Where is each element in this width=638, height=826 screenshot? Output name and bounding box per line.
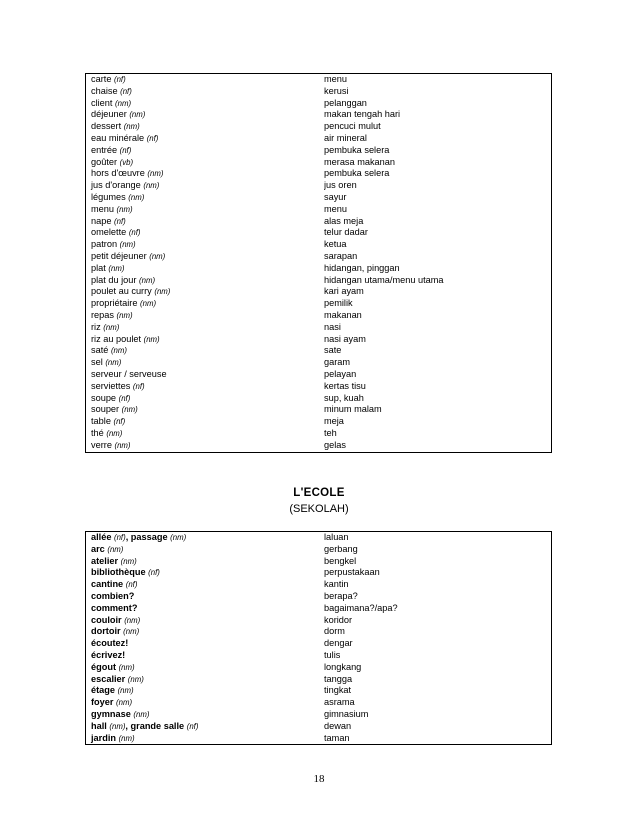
- table-row: [86, 145, 551, 157]
- french-term: [86, 168, 324, 180]
- french-word: hors d'œuvre: [91, 168, 145, 179]
- french-word: dortoir: [91, 626, 121, 637]
- table-row: [86, 674, 551, 686]
- malay-translation: gerbang: [324, 543, 358, 554]
- french-term: [86, 86, 324, 98]
- section-subtitle: (SEKOLAH): [289, 503, 349, 515]
- table-row: [86, 98, 551, 110]
- table-row: [86, 74, 551, 86]
- table-row: [86, 109, 551, 121]
- french-term: [86, 615, 324, 627]
- table-row: [86, 381, 551, 393]
- malay-translation: ketua: [324, 239, 347, 250]
- gender-tag: (nm): [149, 251, 166, 261]
- vocabulary-table-school: [85, 531, 552, 745]
- table-row: [86, 239, 551, 251]
- french-word: écrivez!: [91, 649, 126, 660]
- malay-translation: makanan: [324, 309, 362, 320]
- french-term: [86, 591, 324, 603]
- gender-tag: (nm): [154, 287, 171, 297]
- malay-translation: sup, kuah: [324, 392, 364, 403]
- french-word: eau minérale: [91, 132, 145, 143]
- malay-translation: perpustakaan: [324, 567, 380, 578]
- malay-translation: nasi ayam: [324, 333, 366, 344]
- gender-tag: (nm): [123, 122, 140, 132]
- malay-translation: menu: [324, 74, 347, 84]
- malay-translation: laluan: [324, 532, 349, 542]
- gender-tag: (nm): [124, 615, 141, 625]
- gender-tag: (nm): [120, 556, 137, 566]
- french-term: [86, 216, 324, 228]
- french-word: carte: [91, 74, 112, 84]
- malay-translation: sayur: [324, 191, 347, 202]
- malay-translation: kari ayam: [324, 286, 364, 297]
- french-word: étage: [91, 685, 116, 696]
- table-row: [86, 310, 551, 322]
- gender-tag: (nm): [117, 686, 134, 696]
- malay-translation: kantin: [324, 579, 349, 590]
- french-term: [86, 204, 324, 216]
- malay-translation: pencuci mulut: [324, 121, 381, 132]
- french-term: [86, 638, 324, 650]
- french-word: omelette: [91, 227, 127, 238]
- malay-translation: longkang: [324, 661, 362, 672]
- french-term: [86, 626, 324, 638]
- table-row: [86, 216, 551, 228]
- gender-tag: (nm): [116, 204, 133, 214]
- table-row: [86, 157, 551, 169]
- malay-translation: alas meja: [324, 215, 364, 226]
- gender-tag-alt: (nf): [186, 721, 199, 731]
- gender-tag: (nf): [148, 568, 160, 578]
- french-word: patron: [91, 239, 118, 250]
- gender-tag: (nm): [123, 627, 140, 637]
- french-word: verre: [91, 439, 112, 450]
- table-row: [86, 532, 551, 544]
- gender-tag: (nm): [143, 181, 160, 191]
- malay-translation: hidangan, pinggan: [324, 262, 400, 273]
- malay-translation: pelayan: [324, 368, 357, 379]
- french-term: [86, 263, 324, 275]
- table-row: [86, 662, 551, 674]
- table-row: [86, 286, 551, 298]
- table-row: [86, 733, 551, 745]
- french-word: hall: [91, 720, 107, 731]
- vocabulary-table-restaurant: [85, 73, 552, 453]
- gender-tag: (nm): [114, 440, 131, 450]
- malay-translation: pemilik: [324, 298, 353, 309]
- gender-tag: (nm): [118, 733, 135, 743]
- french-word: client: [91, 97, 113, 108]
- french-word: sel: [91, 357, 103, 368]
- malay-translation: pelanggan: [324, 97, 367, 108]
- table-row: [86, 345, 551, 357]
- french-term: [86, 298, 324, 310]
- french-term: [86, 334, 324, 346]
- french-term: [86, 579, 324, 591]
- french-word: arc: [91, 543, 105, 554]
- gender-tag: (nf): [132, 381, 145, 391]
- malay-translation: asrama: [324, 697, 355, 708]
- french-term: [86, 440, 324, 452]
- french-word: cantine: [91, 579, 124, 590]
- gender-tag: (nm): [127, 674, 144, 684]
- french-term: [86, 239, 324, 251]
- french-word-alt: , passage: [125, 532, 168, 542]
- malay-translation: makan tengah hari: [324, 109, 401, 120]
- french-term: [86, 74, 324, 86]
- french-term: [86, 381, 324, 393]
- table-row: [86, 579, 551, 591]
- table-row: [86, 615, 551, 627]
- french-word: plat: [91, 262, 106, 273]
- gender-tag: (nf): [114, 533, 126, 542]
- french-term: [86, 697, 324, 709]
- french-word: souper: [91, 404, 120, 415]
- french-word: foyer: [91, 697, 114, 708]
- gender-tag: (nf): [146, 133, 159, 143]
- malay-translation: pembuka selera: [324, 144, 390, 155]
- french-term: [86, 685, 324, 697]
- french-word: couloir: [91, 614, 122, 625]
- table-row: [86, 86, 551, 98]
- gender-tag-alt: (nm): [170, 533, 187, 542]
- french-term: [86, 674, 324, 686]
- gender-tag: (nf): [113, 417, 126, 427]
- gender-tag: (nm): [140, 299, 157, 309]
- french-term: [86, 98, 324, 110]
- malay-translation: kerusi: [324, 85, 349, 96]
- malay-translation: gelas: [324, 439, 346, 450]
- table-row: [86, 204, 551, 216]
- french-word: combien?: [91, 590, 135, 601]
- gender-tag: (vb): [119, 157, 134, 167]
- gender-tag: (nm): [129, 110, 146, 120]
- malay-translation: menu: [324, 203, 347, 214]
- french-word: égout: [91, 661, 117, 672]
- gender-tag: (nf): [118, 393, 131, 403]
- gender-tag: (nf): [114, 75, 126, 84]
- malay-translation: koridor: [324, 614, 353, 625]
- gender-tag: (nm): [107, 544, 124, 554]
- french-term: [86, 709, 324, 721]
- malay-translation: nasi: [324, 321, 341, 332]
- malay-translation: dengar: [324, 638, 353, 649]
- french-term: [86, 192, 324, 204]
- french-word: jardin: [91, 732, 117, 743]
- french-term: [86, 393, 324, 405]
- table-row: [86, 275, 551, 287]
- table-row: [86, 685, 551, 697]
- table-row: [86, 650, 551, 662]
- malay-translation: garam: [324, 357, 351, 368]
- french-term: [86, 650, 324, 662]
- french-term: [86, 603, 324, 615]
- table-row: [86, 697, 551, 709]
- table-row: [86, 251, 551, 263]
- table-row: [86, 544, 551, 556]
- table-row: [86, 133, 551, 145]
- table-row: [86, 393, 551, 405]
- gender-tag: (nf): [119, 145, 132, 155]
- french-term: [86, 251, 324, 263]
- french-term: [86, 157, 324, 169]
- french-word: riz: [91, 321, 101, 332]
- french-term: [86, 180, 324, 192]
- malay-translation: berapa?: [324, 590, 358, 601]
- table-row: [86, 404, 551, 416]
- french-term: [86, 133, 324, 145]
- gender-tag: (nm): [106, 428, 123, 438]
- section-title: L'ECOLE: [293, 487, 345, 499]
- table-row: [86, 556, 551, 568]
- malay-translation: hidangan utama/menu utama: [324, 274, 444, 285]
- malay-translation: teh: [324, 427, 337, 438]
- table-row: [86, 369, 551, 381]
- malay-translation: meja: [324, 416, 344, 427]
- french-term: [86, 556, 324, 568]
- malay-translation: bagaimana?/apa?: [324, 602, 398, 613]
- table-row: [86, 591, 551, 603]
- gender-tag: (nm): [121, 405, 138, 415]
- table-row: [86, 638, 551, 650]
- gender-tag: (nm): [118, 662, 135, 672]
- gender-tag: (nm): [143, 334, 160, 344]
- french-term: [86, 109, 324, 121]
- table-row: [86, 180, 551, 192]
- french-word: légumes: [91, 191, 126, 202]
- table-row: [86, 603, 551, 615]
- gender-tag: (nm): [115, 98, 132, 108]
- table-row: [86, 626, 551, 638]
- table-row: [86, 416, 551, 428]
- gender-tag: (nf): [114, 216, 126, 226]
- malay-translation: air mineral: [324, 132, 367, 143]
- french-term: [86, 275, 324, 287]
- table-row: [86, 298, 551, 310]
- french-term: [86, 310, 324, 322]
- french-word: petit déjeuner: [91, 250, 147, 261]
- malay-translation: gimnasium: [324, 708, 369, 719]
- gender-tag: (nf): [120, 86, 132, 96]
- french-word: dessert: [91, 121, 122, 132]
- malay-translation: tingkat: [324, 685, 352, 696]
- french-word: poulet au curry: [91, 286, 152, 297]
- french-word: bibliothèque: [91, 567, 146, 578]
- french-term: [86, 322, 324, 334]
- table-row: [86, 428, 551, 440]
- french-term: [86, 357, 324, 369]
- table-row: [86, 168, 551, 180]
- gender-tag: (nm): [108, 263, 125, 273]
- french-term: [86, 145, 324, 157]
- french-word: gymnase: [91, 708, 131, 719]
- malay-translation: tulis: [324, 649, 341, 660]
- table-row: [86, 567, 551, 579]
- gender-tag: (nm): [110, 346, 127, 356]
- malay-translation: dorm: [324, 626, 345, 637]
- gender-tag: (nf): [128, 228, 141, 238]
- gender-tag: (nm): [116, 310, 133, 320]
- french-term: [86, 286, 324, 298]
- table-row: [86, 440, 551, 452]
- french-word: goûter: [91, 156, 118, 167]
- table-row: [86, 121, 551, 133]
- gender-tag: (nm): [139, 275, 156, 285]
- table-row: [86, 357, 551, 369]
- malay-translation: sate: [324, 345, 342, 356]
- french-term: [86, 662, 324, 674]
- french-term: [86, 369, 324, 381]
- french-word: écoutez!: [91, 638, 129, 649]
- french-word: chaise: [91, 85, 118, 96]
- french-term: [86, 532, 324, 544]
- french-word: repas: [91, 309, 114, 320]
- malay-translation: taman: [324, 732, 350, 743]
- gender-tag: (nm): [128, 192, 145, 202]
- french-word: nape: [91, 215, 112, 226]
- gender-tag: (nm): [116, 698, 133, 708]
- gender-tag: (nm): [109, 721, 126, 731]
- french-term: [86, 544, 324, 556]
- french-word: riz au poulet: [91, 333, 142, 344]
- french-term: [86, 567, 324, 579]
- french-term: [86, 416, 324, 428]
- french-word: serveur / serveuse: [91, 368, 167, 379]
- gender-tag: (nm): [119, 240, 136, 250]
- french-term: [86, 227, 324, 239]
- french-term: [86, 345, 324, 357]
- malay-translation: tangga: [324, 673, 353, 684]
- malay-translation: sarapan: [324, 250, 358, 261]
- malay-translation: pembuka selera: [324, 168, 390, 179]
- french-word: jus d'orange: [91, 180, 141, 191]
- french-word: saté: [91, 345, 109, 356]
- french-word: table: [91, 416, 111, 427]
- malay-translation: bengkel: [324, 555, 357, 566]
- french-term: [86, 733, 324, 745]
- gender-tag: (nm): [147, 169, 164, 179]
- malay-translation: jus oren: [324, 180, 357, 191]
- table-row: [86, 334, 551, 346]
- french-word-alt: , grande salle: [125, 720, 185, 731]
- french-word: déjeuner: [91, 109, 127, 120]
- french-word: menu: [91, 203, 114, 214]
- french-word: plat du jour: [91, 274, 137, 285]
- french-word: escalier: [91, 673, 126, 684]
- gender-tag: (nm): [103, 322, 120, 332]
- french-term: [86, 121, 324, 133]
- table-row: [86, 192, 551, 204]
- gender-tag: (nf): [125, 580, 138, 590]
- french-word: serviettes: [91, 380, 131, 391]
- table-row: [86, 263, 551, 275]
- malay-translation: kertas tisu: [324, 380, 366, 391]
- table-row: [86, 721, 551, 733]
- malay-translation: merasa makanan: [324, 156, 395, 167]
- french-term: [86, 721, 324, 733]
- table-row: [86, 322, 551, 334]
- table-row: [86, 227, 551, 239]
- french-term: [86, 404, 324, 416]
- french-word: propriétaire: [91, 298, 138, 309]
- malay-translation: minum malam: [324, 404, 382, 415]
- malay-translation: dewan: [324, 720, 352, 731]
- gender-tag: (nm): [105, 358, 122, 368]
- french-word: thé: [91, 427, 104, 438]
- table-row: [86, 709, 551, 721]
- french-word: allée: [91, 532, 112, 542]
- french-term: [86, 428, 324, 440]
- page-number: 18: [313, 773, 325, 785]
- gender-tag: (nm): [133, 709, 150, 719]
- french-word: atelier: [91, 555, 119, 566]
- malay-translation: telur dadar: [324, 227, 368, 238]
- french-word: entrée: [91, 144, 118, 155]
- french-word: soupe: [91, 392, 117, 403]
- french-word: comment?: [91, 602, 138, 613]
